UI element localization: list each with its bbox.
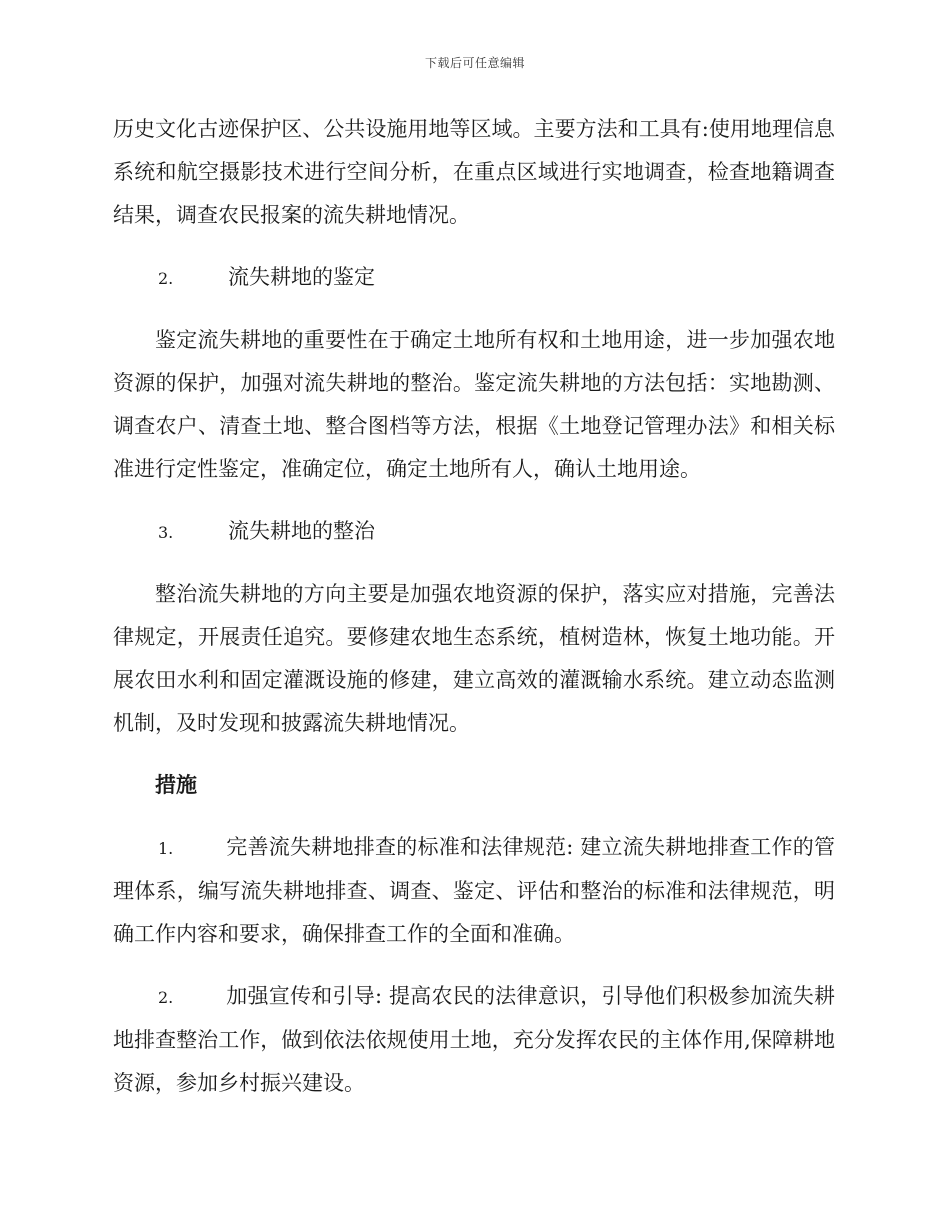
measure-text: 完善流失耕地排查的标准和法律规范: 建立流失耕地排查工作的管理体系，编写流失耕地排查、调查、鉴定、评估和整治的标准和法律规范，明确工作内容和要求，确保排查工作的全面和准确。 xyxy=(113,835,835,946)
measures-title: 措施 xyxy=(155,773,197,797)
section-number: 2. xyxy=(158,269,174,288)
section-title: 流失耕地的鉴定 xyxy=(228,265,375,289)
remediation-paragraph: 整治流失耕地的方向主要是加强农地资源的保护，落实应对措施，完善法律规定，开展责任追究。要修建农地生态系统，植树造林，恢复土地功能。开展农田水利和固定灌溉设施的修建，建立高效的灌溉输水系统。建立动态监测机制，及时发现和披露流失耕地情况。 xyxy=(113,582,835,735)
measure-number: 2. xyxy=(158,988,174,1007)
document-body xyxy=(113,108,835,1124)
section-heading-2 xyxy=(113,256,835,300)
measure-number: 1. xyxy=(158,839,174,858)
section-title: 流失耕地的整治 xyxy=(228,519,375,543)
identification-paragraph: 鉴定流失耕地的重要性在于确定土地所有权和土地用途，进一步加强农地资源的保护，加强对流失耕地的整治。鉴定流失耕地的方法包括：实地勘测、调查农户、清查土地、整合图档等方法，根据《土地登记管理办法》和相关标准进行定性鉴定，准确定位，确定土地所有人，确认土地用途。 xyxy=(113,328,835,481)
header-note: 下载后可任意编辑 xyxy=(424,56,525,70)
measure-item-1 xyxy=(113,826,835,956)
measure-text: 加强宣传和引导: 提高农民的法律意识，引导他们积极参加流失耕地排查整治工作，做到依法依规使用土地，充分发挥农民的主体作用,保障耕地资源，参加乡村振兴建设。 xyxy=(113,984,835,1095)
intro-paragraph: 历史文化古迹保护区、公共设施用地等区域。主要方法和工具有:使用地理信息系统和航空摄影技术进行空间分析，在重点区域进行实地调查，检查地籍调查结果，调查农民报案的流失耕地情况。 xyxy=(113,117,835,227)
measure-item-2 xyxy=(113,975,835,1105)
section-heading-3 xyxy=(113,510,835,554)
section-number: 3. xyxy=(158,523,174,542)
